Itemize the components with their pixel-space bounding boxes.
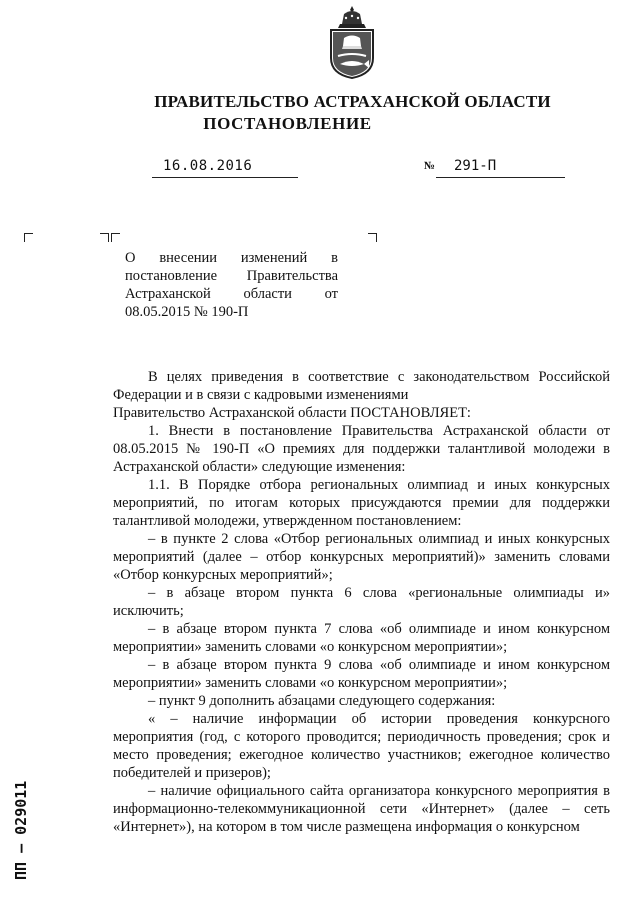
body-paragraph: В целях приведения в соответствие с законодательством Российской Федерации и в связи с кадровыми изменениями	[113, 369, 610, 403]
body-paragraph: « – наличие информации об истории проведения конкурсного мероприятия (год, с которого проводится; периодичность проведения; срок и место проведения; ежегодное количество участников; ежегодное количество победителей и призеров);	[113, 711, 610, 781]
body-paragraph: – пункт 9 дополнить абзацами следующего содержания:	[148, 693, 496, 709]
side-code-text: ПП – 029011	[12, 780, 30, 880]
document-body	[113, 368, 610, 836]
body-paragraph: 1.1. В Порядке отбора региональных олимпиад и иных конкурсных мероприятий, по итогам которых присуждаются премии для поддержки талантливой молодежи, утвержденном постановлением:	[113, 477, 610, 529]
address-corner-mark	[24, 233, 33, 242]
side-document-code	[12, 660, 34, 880]
body-paragraph: – в пункте 2 слова «Отбор региональных олимпиад и иных конкурсных мероприятий (далее – отбор конкурсных мероприятий)» заменить словами «Отбор конкурсных мероприятий»;	[113, 531, 610, 583]
body-paragraph: 1. Внести в постановление Правительства Астраханской области от 08.05.2015 № 190-П «О премиях для поддержки талантливой молодежи в Астраханской области» следующие изменения:	[113, 423, 610, 475]
document-subject: О внесении изменений в постановление Правительства Астраханской области от 08.05.2015 № 190-П	[125, 250, 338, 320]
subject-corner-mark	[368, 233, 377, 242]
subject-corner-mark	[111, 233, 120, 242]
body-paragraph: Правительство Астраханской области ПОСТАНОВЛЯЕТ:	[113, 405, 471, 421]
astrakhan-coat-of-arms-icon	[326, 4, 378, 80]
document-date: 16.08.2016	[163, 158, 253, 174]
body-paragraph: – в абзаце втором пункта 7 слова «об олимпиаде и ином конкурсном мероприятии» заменить словами «о конкурсном мероприятии»;	[113, 621, 610, 655]
body-paragraph: – наличие официального сайта организатора конкурсного мероприятия в информационно-телекоммуникационной сети «Интернет» (далее – сеть «Интернет»), на котором в том числе размещена информация о конкурсном	[113, 783, 610, 835]
number-sign: №	[424, 160, 436, 172]
body-paragraph: – в абзаце втором пункта 6 слова «региональные олимпиады и» исключить;	[113, 585, 610, 619]
body-paragraph: – в абзаце втором пункта 9 слова «об олимпиаде и ином конкурсном мероприятии» заменить словами «о конкурсном мероприятии»;	[113, 657, 610, 691]
document-type: ПОСТАНОВЛЕНИЕ	[203, 114, 372, 133]
government-name: ПРАВИТЕЛЬСТВО АСТРАХАНСКОЙ ОБЛАСТИ	[154, 92, 551, 111]
number-underline	[436, 177, 565, 178]
date-underline	[152, 177, 298, 178]
document-number: 291-П	[454, 158, 497, 174]
address-corner-mark	[100, 233, 109, 242]
